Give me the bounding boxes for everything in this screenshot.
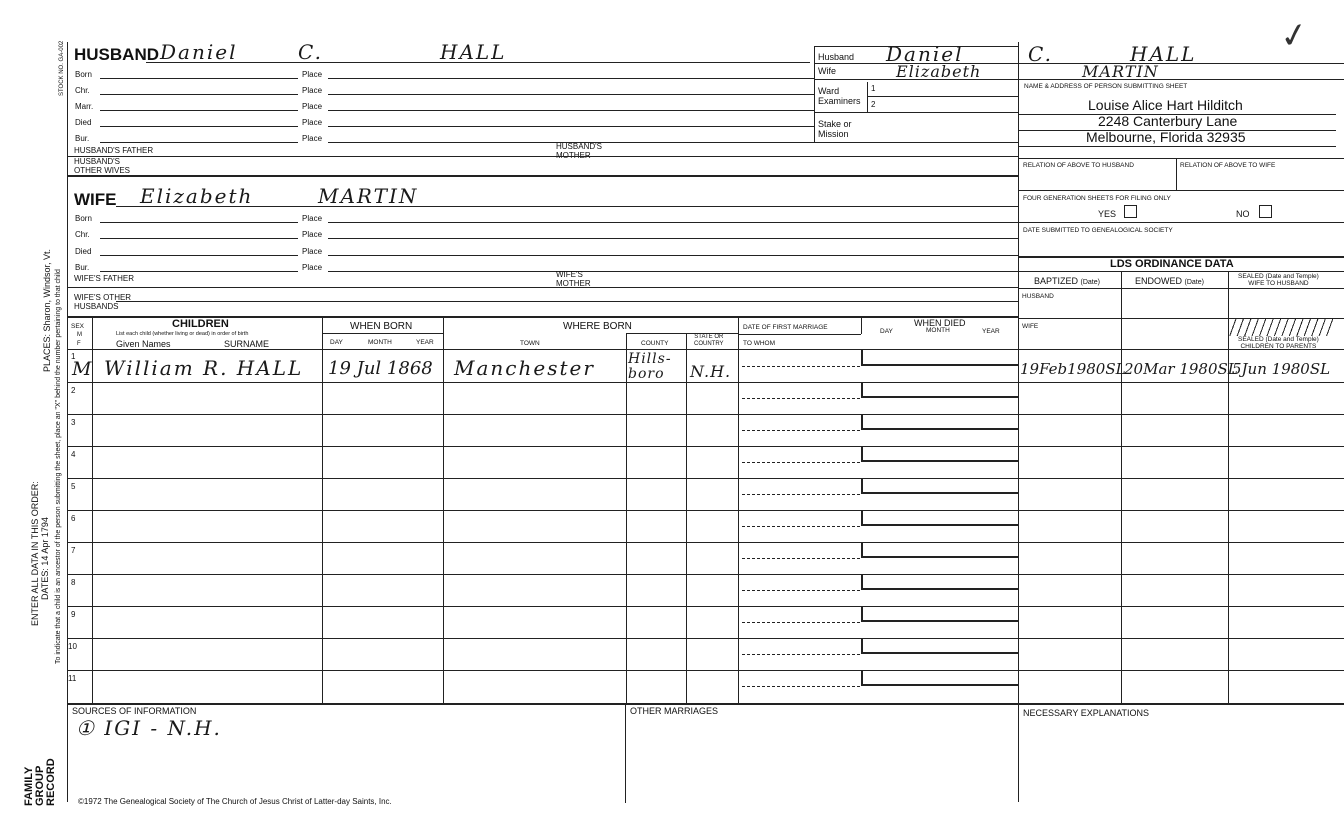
marr-place-line <box>328 110 814 111</box>
ancestor-indicate-note: To indicate that a child is an ancestor of the person submitting the sheet, place an "X" behind the number pertaining to that child <box>55 269 62 664</box>
child-number: 2 <box>71 386 76 395</box>
when-died-header: WHEN DIED <box>914 318 966 328</box>
marriage-dash <box>742 686 860 687</box>
wife-died-date-line <box>100 255 298 256</box>
yes-checkbox[interactable] <box>1124 205 1137 218</box>
husband-middle-initial: C. <box>298 40 323 64</box>
baptized-label: BAPTIZED (Date) <box>1034 276 1100 286</box>
where-born-subline <box>626 333 738 334</box>
place-label: Place <box>302 118 323 127</box>
child-number: 5 <box>71 482 76 491</box>
child-row-line <box>68 606 1344 607</box>
wife-father-line <box>68 287 1018 288</box>
marriage-dash <box>742 430 860 431</box>
child-1-born: 19 Jul 1868 <box>328 358 433 379</box>
children-note: List each child (whether living or dead) in order of birth <box>116 331 249 337</box>
enter-data-note: ENTER ALL DATA IN THIS ORDER: <box>30 481 40 626</box>
first-marriage-header: DATE OF FIRST MARRIAGE <box>743 324 828 331</box>
child-1-name: William R. HALL <box>104 356 304 380</box>
summary-wife-given: Elizabeth <box>896 62 982 81</box>
place-label: Place <box>302 134 323 143</box>
children-header: CHILDREN <box>172 318 229 330</box>
wifes-other-husbands-label: WIFE'S OTHER HUSBANDS <box>74 293 132 311</box>
wife-bur-date-line <box>100 271 298 272</box>
mission-label: Mission <box>818 129 849 139</box>
summary-husband-middle: C. <box>1028 42 1053 66</box>
child-number: 8 <box>71 578 76 587</box>
sex-m: M <box>77 332 82 338</box>
died-box <box>861 446 1018 462</box>
child-1-sealed: 5Jun 1980SL <box>1232 360 1331 378</box>
child-1-state: N.H. <box>690 362 732 381</box>
stock-number: STOCK NO. GA-002 <box>59 40 65 96</box>
surname-header: SURNAME <box>224 339 270 349</box>
lds-wife-row-label: WIFE <box>1022 323 1039 330</box>
relation-top-line <box>1018 158 1344 159</box>
ward-label: Ward <box>818 86 840 96</box>
examiner-mid-line <box>867 96 1018 97</box>
died-box <box>861 670 1018 686</box>
child-1-endowed: 20Mar 1980SL <box>1124 360 1238 378</box>
child-number: 1 <box>71 352 76 361</box>
place-label: Place <box>302 247 323 256</box>
wife-died-place-line <box>328 255 1018 256</box>
died-box <box>861 638 1018 654</box>
father-line <box>68 156 1018 157</box>
state-country-header: STATE OR COUNTRY <box>694 334 724 347</box>
relation-wife-label: RELATION OF ABOVE TO WIFE <box>1180 162 1276 169</box>
marriage-dash <box>742 494 860 495</box>
date-submitted-label: DATE SUBMITTED TO GENEALOGICAL SOCIETY <box>1023 227 1173 234</box>
yes-label: YES <box>1098 209 1117 219</box>
place-label: Place <box>302 70 323 79</box>
copyright: ©1972 The Genealogical Society of The Church of Jesus Christ of Latter-day Saints, Inc. <box>78 797 392 806</box>
submitter-label: NAME & ADDRESS OF PERSON SUBMITTING SHEET <box>1024 83 1188 90</box>
child-row-line <box>68 382 1344 383</box>
lds-title: LDS ORDINANCE DATA <box>1110 258 1234 270</box>
husband-chr-label: Chr. <box>75 86 90 95</box>
lds-header-line <box>1018 288 1344 289</box>
examiner-1: 1 <box>871 84 876 93</box>
col-when-died <box>861 316 862 334</box>
check-mark: ✓ <box>1276 13 1312 59</box>
summary-husband-label: Husband <box>818 52 855 62</box>
when-born-header: WHEN BORN <box>350 321 413 332</box>
bur-date-line <box>100 142 298 143</box>
child-number: 9 <box>71 610 76 619</box>
died-box <box>861 606 1018 622</box>
marriage-dash <box>742 590 860 591</box>
died-place-line <box>328 126 814 127</box>
husband-born-label: Born <box>75 70 92 79</box>
wife-heading: WIFE <box>74 190 117 209</box>
chr-date-line <box>100 94 298 95</box>
husband-marr-label: Marr. <box>75 102 94 111</box>
marriage-dash <box>742 462 860 463</box>
county-header: COUNTY <box>641 340 669 347</box>
summary-husband-given: Daniel <box>886 42 964 66</box>
wife-bur-label: Bur. <box>75 263 90 272</box>
lds-title-line <box>1018 271 1344 272</box>
husband-heading: HUSBAND <box>74 45 159 64</box>
relation-divider <box>1176 158 1177 190</box>
summary-wife-line <box>814 79 1344 80</box>
wife-born-place-line <box>328 222 1018 223</box>
marriage-dash <box>742 654 860 655</box>
wife-died-label: Died <box>75 247 92 256</box>
endowed-label: ENDOWED (Date) <box>1135 276 1204 286</box>
summary-wife-label: Wife <box>818 66 836 76</box>
died-date-line <box>100 126 298 127</box>
summary-wife-surname: MARTIN <box>1082 62 1159 81</box>
middle-frame-line <box>1018 42 1019 802</box>
child-number: 6 <box>71 514 76 523</box>
born-day-header: DAY <box>330 339 343 346</box>
child-number: 7 <box>71 546 76 555</box>
lds-husband-row-label: HUSBAND <box>1022 293 1054 300</box>
husbands-mother-label: HUSBAND'S MOTHER <box>556 142 602 160</box>
col-state <box>686 333 687 703</box>
child-row-line <box>68 638 1344 639</box>
no-checkbox[interactable] <box>1259 205 1272 218</box>
born-place-line <box>328 78 814 79</box>
necessary-explanations-label: NECESSARY EXPLANATIONS <box>1023 708 1150 718</box>
sealed-hatch-area <box>1229 319 1333 336</box>
submitter-name: Louise Alice Hart Hilditch <box>1088 97 1243 113</box>
died-box <box>861 350 1018 366</box>
child-number: 11 <box>68 674 77 683</box>
marriage-dash <box>742 622 860 623</box>
wife-chr-place-line <box>328 238 1018 239</box>
submitter-street: 2248 Canterbury Lane <box>1098 113 1238 129</box>
child-row-line <box>68 414 1344 415</box>
child-1-baptized: 19Feb1980SL <box>1020 360 1126 378</box>
died-box <box>861 574 1018 590</box>
town-header: TOWN <box>520 340 540 347</box>
husband-given-name: Daniel <box>160 40 238 64</box>
marriage-dash <box>742 558 860 559</box>
examiners-label: Examiners <box>818 96 861 106</box>
husband-died-label: Died <box>75 118 92 127</box>
child-row-line <box>68 478 1344 479</box>
husbands-other-wives-label: HUSBAND'S OTHER WIVES <box>74 157 131 175</box>
place-label: Place <box>302 214 323 223</box>
husband-bur-label: Bur. <box>75 134 90 143</box>
child-row-line <box>68 542 1344 543</box>
died-year-header: YEAR <box>982 328 1000 335</box>
dates-note: DATES: 14 Apr 1794 <box>40 517 50 600</box>
summary-box-left <box>814 46 815 142</box>
wife-chr-label: Chr. <box>75 230 90 239</box>
sources-value: ① IGI - N.H. <box>76 716 222 740</box>
born-month-header: MONTH <box>368 339 392 346</box>
examiner-bottom-line <box>814 112 1018 113</box>
born-year-header: YEAR <box>416 339 434 346</box>
wife-surname: MARTIN <box>318 184 419 208</box>
wife-born-date-line <box>100 222 298 223</box>
relation-husband-label: RELATION OF ABOVE TO HUSBAND <box>1023 162 1134 169</box>
chr-place-line <box>328 94 814 95</box>
given-names-header: Given Names <box>116 339 171 349</box>
child-1-county: Hills- boro <box>628 351 672 382</box>
summary-husband-line <box>814 63 1344 64</box>
child-1-town: Manchester <box>454 356 595 380</box>
died-day-header: DAY <box>880 328 893 335</box>
sealed-wife-label: SEALED (Date and Temple) WIFE TO HUSBAND <box>1238 273 1319 287</box>
examiner-divider <box>867 82 868 112</box>
summary-box-bottom <box>814 142 1018 143</box>
husbands-father-label: HUSBAND'S FATHER <box>74 146 154 155</box>
child-row-line <box>68 510 1344 511</box>
place-label: Place <box>302 102 323 111</box>
place-label: Place <box>302 86 323 95</box>
born-date-line <box>100 78 298 79</box>
child-row-line <box>68 670 1344 671</box>
footer-divider-1 <box>625 703 626 803</box>
wife-chr-date-line <box>100 238 298 239</box>
wifes-father-label: WIFE'S FATHER <box>74 274 135 283</box>
husband-section-divider <box>68 175 1018 177</box>
children-header-bottom <box>68 349 1344 350</box>
summary-husband-surname: HALL <box>1130 42 1197 66</box>
died-box <box>861 510 1018 526</box>
child-row-line <box>68 446 1344 447</box>
other-marriages-label: OTHER MARRIAGES <box>630 706 719 716</box>
sealed-children-label: SEALED (Date and Temple) CHILDREN TO PARENTS <box>1238 336 1319 350</box>
died-box <box>861 478 1018 494</box>
child-number: 3 <box>71 418 76 427</box>
child-number: 4 <box>71 450 76 459</box>
child-row-line <box>68 574 1344 575</box>
place-label: Place <box>302 263 323 272</box>
wife-given-name: Elizabeth <box>140 184 254 208</box>
when-born-subline <box>322 333 444 334</box>
child-1-sex: M <box>72 358 94 380</box>
marriage-dash <box>742 366 860 367</box>
family-group-record-title: FAMILY GROUP RECORD <box>23 758 57 806</box>
date-submitted-top-line <box>1018 222 1344 223</box>
four-gen-top-line <box>1018 190 1344 191</box>
died-month-header: MONTH <box>926 327 950 334</box>
place-label: Place <box>302 230 323 239</box>
other-husbands-line <box>116 301 1018 302</box>
where-born-header: WHERE BORN <box>563 321 632 332</box>
examiner-2: 2 <box>871 100 876 109</box>
wife-bur-place-line <box>328 271 1018 272</box>
stake-label: Stake or <box>818 119 852 129</box>
children-table-bottom <box>68 703 1344 705</box>
died-box <box>861 542 1018 558</box>
no-label: NO <box>1236 209 1250 219</box>
marriage-dash <box>742 398 860 399</box>
first-marriage-header-line <box>739 334 861 335</box>
sex-f: F <box>77 341 81 347</box>
wife-born-label: Born <box>75 214 92 223</box>
died-box <box>861 414 1018 430</box>
sources-label: SOURCES OF INFORMATION <box>72 706 197 716</box>
sex-header: SEX <box>71 323 85 330</box>
col-county <box>626 333 627 703</box>
marr-date-line <box>100 110 298 111</box>
wifes-mother-label: WIFE'S MOTHER <box>556 270 591 288</box>
husband-surname: HALL <box>440 40 507 64</box>
four-gen-label: FOUR GENERATION SHEETS FOR FILING ONLY <box>1023 195 1171 202</box>
child-number: 10 <box>68 642 77 651</box>
marriage-dash <box>742 526 860 527</box>
died-box <box>861 382 1018 398</box>
places-note: PLACES: Sharon, Windsor, Vt. <box>42 248 52 372</box>
submitter-line-3 <box>1018 146 1336 147</box>
to-whom-header: TO WHOM <box>743 340 776 347</box>
submitter-city: Melbourne, Florida 32935 <box>1086 129 1246 145</box>
